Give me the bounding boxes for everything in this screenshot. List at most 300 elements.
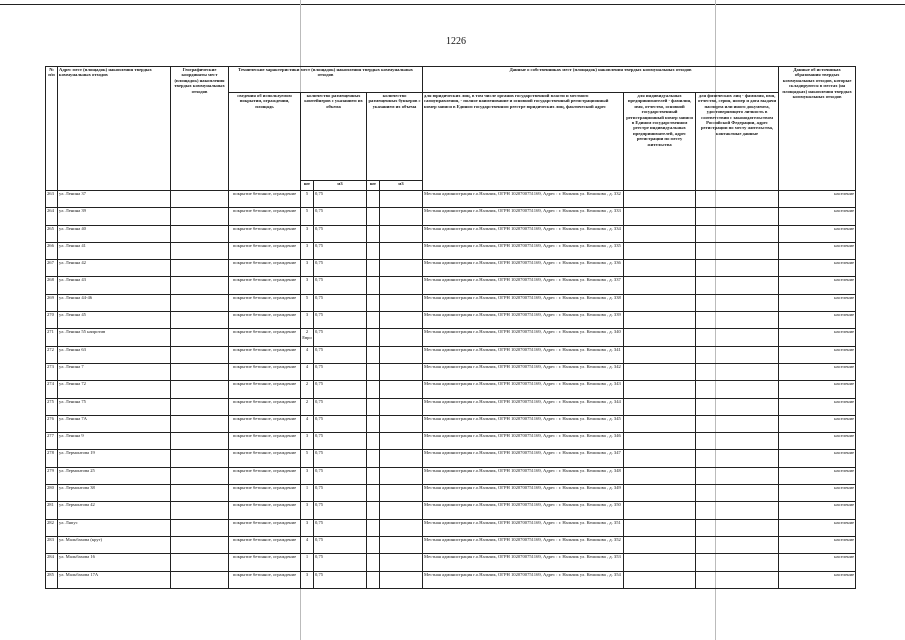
- row-bunker-qty: [367, 242, 380, 259]
- row-owner-phys: [696, 312, 779, 329]
- table-row: [46, 571, 856, 588]
- row-container-volume: 0,75: [314, 277, 367, 294]
- row-owner-phys: [696, 433, 779, 450]
- table-row: [46, 242, 856, 259]
- row-owner-legal: Местная администрация г.о.Нальчик, ОГРН 1020700751169, Адрес : г. Нальчик ул. Кешокова , д. 341: [423, 346, 624, 363]
- row-owner-ip: [624, 294, 696, 311]
- row-geo: [171, 242, 229, 259]
- row-owner-phys: [696, 485, 779, 502]
- row-container-volume: 0,75: [314, 312, 367, 329]
- row-owner-legal: Местная администрация г.о.Нальчик, ОГРН 1020700751169, Адрес : г. Нальчик ул. Кешокова , д. 347: [423, 450, 624, 467]
- table-row: [46, 398, 856, 415]
- row-number: 273: [46, 363, 58, 380]
- row-owner-phys: [696, 398, 779, 415]
- table-row: [46, 536, 856, 553]
- header-tech: Технические характеристики мест (площадок) накопления твердых коммунальных отходов: [229, 67, 423, 93]
- row-geo: [171, 554, 229, 571]
- row-owner-phys: [696, 381, 779, 398]
- row-source: население: [779, 208, 856, 225]
- header-containers: количество размещенных контейнеров с указанием их объема: [301, 93, 367, 181]
- row-owner-phys: [696, 536, 779, 553]
- table-row: [46, 450, 856, 467]
- table-body: [46, 191, 856, 589]
- row-bunker-qty: [367, 485, 380, 502]
- row-owner-legal: Местная администрация г.о.Нальчик, ОГРН 1020700751169, Адрес : г. Нальчик ул. Кешокова , д. 339: [423, 312, 624, 329]
- table-row: [46, 329, 856, 346]
- row-container-volume: 0,75: [314, 502, 367, 519]
- row-owner-phys: [696, 277, 779, 294]
- row-owner-ip: [624, 433, 696, 450]
- row-owner-phys: [696, 346, 779, 363]
- row-owner-ip: [624, 485, 696, 502]
- row-container-qty: 5: [301, 450, 314, 467]
- header-geo: Географические координаты мест (площадок) накопления твердых коммунальных отходов: [171, 67, 229, 191]
- row-owner-ip: [624, 571, 696, 588]
- row-source: население: [779, 571, 856, 588]
- row-number: 280: [46, 485, 58, 502]
- row-container-volume: 0,75: [314, 363, 367, 380]
- row-bunker-qty: [367, 467, 380, 484]
- row-cover: покрытие бетонное, ограждение: [229, 519, 301, 536]
- row-owner-phys: [696, 363, 779, 380]
- row-address: ул. Ленина 7А: [58, 415, 171, 432]
- row-container-qty: 4: [301, 415, 314, 432]
- row-owner-ip: [624, 363, 696, 380]
- unit-sht-2: шт: [367, 181, 380, 191]
- row-cover: покрытие бетонное, ограждение: [229, 467, 301, 484]
- row-address: ул. Лермонтова 38: [58, 485, 171, 502]
- row-cover: покрытие бетонное, ограждение: [229, 260, 301, 277]
- row-container-qty: 2: [301, 381, 314, 398]
- row-source: население: [779, 433, 856, 450]
- row-cover: покрытие бетонное, ограждение: [229, 312, 301, 329]
- row-bunker-qty: [367, 260, 380, 277]
- row-geo: [171, 294, 229, 311]
- row-number: 263: [46, 191, 58, 208]
- row-number: 272: [46, 346, 58, 363]
- row-container-qty: 5: [301, 294, 314, 311]
- row-owner-legal: Местная администрация г.о.Нальчик, ОГРН 1020700751169, Адрес : г. Нальчик ул. Кешокова , д. 348: [423, 467, 624, 484]
- row-geo: [171, 415, 229, 432]
- row-number: 275: [46, 398, 58, 415]
- row-container-volume: 0,75: [314, 225, 367, 242]
- row-container-volume: 0,75: [314, 398, 367, 415]
- row-owner-ip: [624, 519, 696, 536]
- row-owner-phys: [696, 294, 779, 311]
- row-owner-ip: [624, 536, 696, 553]
- row-geo: [171, 433, 229, 450]
- row-owner-legal: Местная администрация г.о.Нальчик, ОГРН 1020700751169, Адрес : г. Нальчик ул. Кешокова , д. 335: [423, 242, 624, 259]
- row-source: население: [779, 329, 856, 346]
- row-container-qty: 3: [301, 312, 314, 329]
- row-source: население: [779, 536, 856, 553]
- row-container-volume: 0,75: [314, 519, 367, 536]
- row-source: население: [779, 242, 856, 259]
- row-bunker-qty: [367, 191, 380, 208]
- row-geo: [171, 363, 229, 380]
- table-row: [46, 277, 856, 294]
- row-address: ул. Ленина 40: [58, 225, 171, 242]
- row-source: население: [779, 398, 856, 415]
- row-container-qty: 2 Евро: [301, 329, 314, 346]
- row-number: 266: [46, 242, 58, 259]
- row-container-qty: 3: [301, 467, 314, 484]
- row-source: население: [779, 260, 856, 277]
- row-geo: [171, 519, 229, 536]
- row-owner-phys: [696, 242, 779, 259]
- row-owner-ip: [624, 312, 696, 329]
- row-bunker-volume: [380, 450, 423, 467]
- row-owner-legal: Местная администрация г.о.Нальчик, ОГРН 1020700751169, Адрес : г. Нальчик ул. Кешокова , д. 346: [423, 433, 624, 450]
- row-container-qty: 3: [301, 242, 314, 259]
- row-bunker-volume: [380, 415, 423, 432]
- row-owner-legal: Местная администрация г.о.Нальчик, ОГРН 1020700751169, Адрес : г. Нальчик ул. Кешокова , д. 344: [423, 398, 624, 415]
- header-legal: для юридических лиц, в том числе органов государственной власти и местного самоуправления, - полное наименование и основной государственный регистрационный номер записи в Едином государственном реестре юридических лиц, фактический адрес: [423, 93, 624, 191]
- row-cover: покрытие бетонное, ограждение: [229, 208, 301, 225]
- table-row: [46, 381, 856, 398]
- row-geo: [171, 208, 229, 225]
- row-bunker-qty: [367, 363, 380, 380]
- row-cover: покрытие бетонное, ограждение: [229, 536, 301, 553]
- top-scan-line: [0, 4, 905, 5]
- row-container-qty: 4: [301, 536, 314, 553]
- table-row: [46, 415, 856, 432]
- row-owner-legal: Местная администрация г.о.Нальчик, ОГРН 1020700751169, Адрес : г. Нальчик ул. Кешокова , д. 353: [423, 554, 624, 571]
- row-geo: [171, 450, 229, 467]
- table-row: [46, 433, 856, 450]
- row-bunker-volume: [380, 398, 423, 415]
- row-owner-phys: [696, 450, 779, 467]
- row-cover: покрытие бетонное, ограждение: [229, 398, 301, 415]
- row-bunker-volume: [380, 485, 423, 502]
- row-owner-ip: [624, 415, 696, 432]
- row-cover: покрытие бетонное, ограждение: [229, 502, 301, 519]
- row-cover: покрытие бетонное, ограждение: [229, 485, 301, 502]
- row-bunker-qty: [367, 571, 380, 588]
- row-owner-ip: [624, 225, 696, 242]
- row-container-qty: 3: [301, 260, 314, 277]
- table-row: [46, 467, 856, 484]
- row-bunker-qty: [367, 415, 380, 432]
- row-owner-legal: Местная администрация г.о.Нальчик, ОГРН 1020700751169, Адрес : г. Нальчик ул. Кешокова , д. 343: [423, 381, 624, 398]
- row-geo: [171, 502, 229, 519]
- row-bunker-qty: [367, 277, 380, 294]
- row-cover: покрытие бетонное, ограждение: [229, 329, 301, 346]
- row-cover: покрытие бетонное, ограждение: [229, 433, 301, 450]
- table-row: [46, 554, 856, 571]
- row-address: ул. Лермонтова 42: [58, 502, 171, 519]
- row-container-qty: 3: [301, 225, 314, 242]
- row-container-volume: 0,75: [314, 415, 367, 432]
- row-cover: покрытие бетонное, ограждение: [229, 294, 301, 311]
- row-owner-legal: Местная администрация г.о.Нальчик, ОГРН 1020700751169, Адрес : г. Нальчик ул. Кешокова , д. 350: [423, 502, 624, 519]
- row-container-qty: 5: [301, 191, 314, 208]
- row-address: ул. Ленина 42: [58, 260, 171, 277]
- row-geo: [171, 381, 229, 398]
- row-container-qty: 4: [301, 346, 314, 363]
- row-cover: покрытие бетонное, ограждение: [229, 277, 301, 294]
- row-geo: [171, 536, 229, 553]
- unit-m3-2: м3: [380, 181, 423, 191]
- row-owner-ip: [624, 242, 696, 259]
- row-source: население: [779, 554, 856, 571]
- row-source: население: [779, 502, 856, 519]
- row-owner-legal: Местная администрация г.о.Нальчик, ОГРН 1020700751169, Адрес : г. Нальчик ул. Кешокова , д. 332: [423, 191, 624, 208]
- row-cover: покрытие бетонное, ограждение: [229, 415, 301, 432]
- header-surface: сведения об используемом покрытии, ограждении, площадь: [229, 93, 301, 191]
- row-owner-legal: Местная администрация г.о.Нальчик, ОГРН 1020700751169, Адрес : г. Нальчик ул. Кешокова , д. 338: [423, 294, 624, 311]
- row-geo: [171, 485, 229, 502]
- row-address: ул. Мальбахова 17А: [58, 571, 171, 588]
- row-bunker-qty: [367, 225, 380, 242]
- row-source: население: [779, 312, 856, 329]
- row-number: 279: [46, 467, 58, 484]
- row-cover: покрытие бетонное, ограждение: [229, 450, 301, 467]
- row-owner-legal: Местная администрация г.о.Нальчик, ОГРН 1020700751169, Адрес : г. Нальчик ул. Кешокова , д. 333: [423, 208, 624, 225]
- row-geo: [171, 329, 229, 346]
- row-owner-ip: [624, 346, 696, 363]
- row-bunker-volume: [380, 329, 423, 346]
- row-cover: покрытие бетонное, ограждение: [229, 346, 301, 363]
- row-bunker-qty: [367, 346, 380, 363]
- row-container-volume: 0,75: [314, 294, 367, 311]
- table-row: [46, 208, 856, 225]
- header-owners: Данные о собственниках мест (площадок) накопления твердых коммунальных отходов: [423, 67, 779, 93]
- row-address: ул. Мальбахова (круг): [58, 536, 171, 553]
- row-bunker-volume: [380, 346, 423, 363]
- row-number: 274: [46, 381, 58, 398]
- table-row: [46, 191, 856, 208]
- row-address: ул. Лермонтова 19: [58, 450, 171, 467]
- row-bunker-qty: [367, 502, 380, 519]
- row-number: 276: [46, 415, 58, 432]
- row-container-volume: 0,75: [314, 536, 367, 553]
- row-container-qty: 1: [301, 485, 314, 502]
- row-owner-phys: [696, 260, 779, 277]
- row-bunker-qty: [367, 433, 380, 450]
- table-row: [46, 485, 856, 502]
- header-num: № п/п: [46, 67, 58, 191]
- row-bunker-volume: [380, 571, 423, 588]
- unit-sht-1: шт: [301, 181, 314, 191]
- row-bunker-volume: [380, 363, 423, 380]
- row-cover: покрытие бетонное, ограждение: [229, 381, 301, 398]
- row-address: ул. Ленина 63: [58, 346, 171, 363]
- row-owner-phys: [696, 571, 779, 588]
- row-cover: покрытие бетонное, ограждение: [229, 571, 301, 588]
- row-bunker-volume: [380, 242, 423, 259]
- row-bunker-volume: [380, 208, 423, 225]
- row-bunker-volume: [380, 536, 423, 553]
- row-container-volume: 0,75: [314, 260, 367, 277]
- row-number: 267: [46, 260, 58, 277]
- row-source: население: [779, 485, 856, 502]
- row-owner-ip: [624, 381, 696, 398]
- row-owner-phys: [696, 519, 779, 536]
- row-owner-legal: Местная администрация г.о.Нальчик, ОГРН 1020700751169, Адрес : г. Нальчик ул. Кешокова , д. 340: [423, 329, 624, 346]
- row-number: 265: [46, 225, 58, 242]
- row-container-volume: 0,75: [314, 485, 367, 502]
- row-bunker-qty: [367, 208, 380, 225]
- row-source: население: [779, 519, 856, 536]
- row-owner-ip: [624, 277, 696, 294]
- row-bunker-volume: [380, 381, 423, 398]
- table-row: [46, 363, 856, 380]
- row-geo: [171, 191, 229, 208]
- row-number: 270: [46, 312, 58, 329]
- row-owner-ip: [624, 502, 696, 519]
- page-number: 1226: [446, 36, 466, 47]
- row-owner-ip: [624, 398, 696, 415]
- row-bunker-volume: [380, 519, 423, 536]
- row-address: ул. Ленина 44-46: [58, 294, 171, 311]
- row-geo: [171, 225, 229, 242]
- row-bunker-volume: [380, 502, 423, 519]
- row-bunker-volume: [380, 277, 423, 294]
- row-owner-phys: [696, 467, 779, 484]
- row-source: население: [779, 363, 856, 380]
- row-owner-ip: [624, 554, 696, 571]
- row-bunker-qty: [367, 312, 380, 329]
- row-bunker-volume: [380, 191, 423, 208]
- row-container-volume: 0,75: [314, 467, 367, 484]
- row-owner-phys: [696, 208, 779, 225]
- row-container-volume: 0,75: [314, 450, 367, 467]
- row-number: 282: [46, 519, 58, 536]
- unit-m3-1: м3: [314, 181, 367, 191]
- row-cover: покрытие бетонное, ограждение: [229, 225, 301, 242]
- row-cover: покрытие бетонное, ограждение: [229, 242, 301, 259]
- row-owner-phys: [696, 415, 779, 432]
- row-container-volume: 0,75: [314, 571, 367, 588]
- table-row: [46, 519, 856, 536]
- row-address: ул. Лермонтова 25: [58, 467, 171, 484]
- row-bunker-volume: [380, 433, 423, 450]
- row-number: 271: [46, 329, 58, 346]
- row-bunker-qty: [367, 519, 380, 536]
- row-container-volume: 0,75: [314, 191, 367, 208]
- row-bunker-volume: [380, 225, 423, 242]
- row-bunker-qty: [367, 381, 380, 398]
- row-container-qty: 4: [301, 363, 314, 380]
- table-row: [46, 502, 856, 519]
- waste-sites-table: [45, 66, 856, 589]
- row-source: население: [779, 450, 856, 467]
- row-container-qty: 3: [301, 433, 314, 450]
- row-container-volume: 0,75: [314, 554, 367, 571]
- row-number: 268: [46, 277, 58, 294]
- row-source: население: [779, 225, 856, 242]
- row-bunker-volume: [380, 467, 423, 484]
- row-bunker-volume: [380, 312, 423, 329]
- row-container-qty: 3: [301, 277, 314, 294]
- table-row: [46, 260, 856, 277]
- row-container-qty: 3: [301, 502, 314, 519]
- row-address: ул. Ленина 72: [58, 381, 171, 398]
- row-number: 278: [46, 450, 58, 467]
- row-container-volume: 0,75: [314, 346, 367, 363]
- row-container-volume: 0,75: [314, 208, 367, 225]
- row-geo: [171, 312, 229, 329]
- header-ip: для индивидуальных предпринимателей - фамилия, имя, отчество, основной государственный регистрационный номер записи в Едином государственном реестре индивидуальных предпринимателей, адрес регистрации по месту жительства: [624, 93, 696, 191]
- row-owner-ip: [624, 208, 696, 225]
- row-owner-ip: [624, 467, 696, 484]
- row-container-volume: 0,75: [314, 381, 367, 398]
- row-address: ул. Ленина 7: [58, 363, 171, 380]
- row-address: ул. Ляпус: [58, 519, 171, 536]
- table-row: [46, 346, 856, 363]
- row-container-volume: 0,75: [314, 433, 367, 450]
- row-owner-legal: Местная администрация г.о.Нальчик, ОГРН 1020700751169, Адрес : г. Нальчик ул. Кешокова , д. 352: [423, 536, 624, 553]
- row-container-qty: 1: [301, 554, 314, 571]
- row-container-volume: 0,75: [314, 242, 367, 259]
- row-owner-phys: [696, 329, 779, 346]
- row-source: население: [779, 467, 856, 484]
- row-source: население: [779, 191, 856, 208]
- row-number: 285: [46, 571, 58, 588]
- row-address: ул. Мальбахова 16: [58, 554, 171, 571]
- row-owner-legal: Местная администрация г.о.Нальчик, ОГРН 1020700751169, Адрес : г. Нальчик ул. Кешокова , д. 334: [423, 225, 624, 242]
- row-owner-legal: Местная администрация г.о.Нальчик, ОГРН 1020700751169, Адрес : г. Нальчик ул. Кешокова , д. 354: [423, 571, 624, 588]
- row-bunker-volume: [380, 260, 423, 277]
- table-row: [46, 312, 856, 329]
- row-cover: покрытие бетонное, ограждение: [229, 191, 301, 208]
- row-owner-legal: Местная администрация г.о.Нальчик, ОГРН 1020700751169, Адрес : г. Нальчик ул. Кешокова , д. 351: [423, 519, 624, 536]
- row-owner-legal: Местная администрация г.о.Нальчик, ОГРН 1020700751169, Адрес : г. Нальчик ул. Кешокова , д. 336: [423, 260, 624, 277]
- row-container-qty: 2: [301, 398, 314, 415]
- row-owner-phys: [696, 191, 779, 208]
- row-number: 277: [46, 433, 58, 450]
- row-container-qty: 3: [301, 519, 314, 536]
- row-address: ул. Ленина 45: [58, 312, 171, 329]
- row-owner-legal: Местная администрация г.о.Нальчик, ОГРН 1020700751169, Адрес : г. Нальчик ул. Кешокова , д. 345: [423, 415, 624, 432]
- header-sources: Данные об источниках образования твердых коммунальных отходов, которые складируются в местах (на площадках) накопления твердых коммунальных отходов: [779, 67, 856, 191]
- row-address: ул. Ленина 39: [58, 208, 171, 225]
- row-address: ул. Ленина 75: [58, 398, 171, 415]
- row-geo: [171, 277, 229, 294]
- row-owner-ip: [624, 191, 696, 208]
- row-address: ул. Ленина 41: [58, 242, 171, 259]
- row-number: 281: [46, 502, 58, 519]
- header-phys: для физических лиц - фамилия, имя, отчество, серия, номер и дата выдачи паспорта или иного документа, удостоверяющего личность в соответствии с законодательством Российской Федерации, адрес регистрации по месту жительства, контактные данные: [696, 93, 779, 191]
- row-cover: покрытие бетонное, ограждение: [229, 363, 301, 380]
- row-bunker-qty: [367, 398, 380, 415]
- row-cover: покрытие бетонное, ограждение: [229, 554, 301, 571]
- row-geo: [171, 346, 229, 363]
- row-geo: [171, 467, 229, 484]
- row-geo: [171, 571, 229, 588]
- header-address: Адрес мест (площадок) накопления твердых коммунальных отходов: [58, 67, 171, 191]
- row-owner-phys: [696, 225, 779, 242]
- row-source: население: [779, 294, 856, 311]
- row-owner-legal: Местная администрация г.о.Нальчик, ОГРН 1020700751169, Адрес : г. Нальчик ул. Кешокова , д. 342: [423, 363, 624, 380]
- row-bunker-qty: [367, 536, 380, 553]
- row-container-volume: 0,75: [314, 329, 367, 346]
- row-geo: [171, 260, 229, 277]
- row-owner-legal: Местная администрация г.о.Нальчик, ОГРН 1020700751169, Адрес : г. Нальчик ул. Кешокова , д. 337: [423, 277, 624, 294]
- header-bunkers: количество размещенных бункеров с указанием их объема: [367, 93, 423, 181]
- row-address: ул. Ленина 37: [58, 191, 171, 208]
- row-bunker-qty: [367, 554, 380, 571]
- row-owner-ip: [624, 260, 696, 277]
- row-owner-ip: [624, 450, 696, 467]
- row-number: 284: [46, 554, 58, 571]
- row-source: население: [779, 277, 856, 294]
- row-bunker-qty: [367, 450, 380, 467]
- row-source: население: [779, 346, 856, 363]
- table-row: [46, 294, 856, 311]
- row-owner-ip: [624, 329, 696, 346]
